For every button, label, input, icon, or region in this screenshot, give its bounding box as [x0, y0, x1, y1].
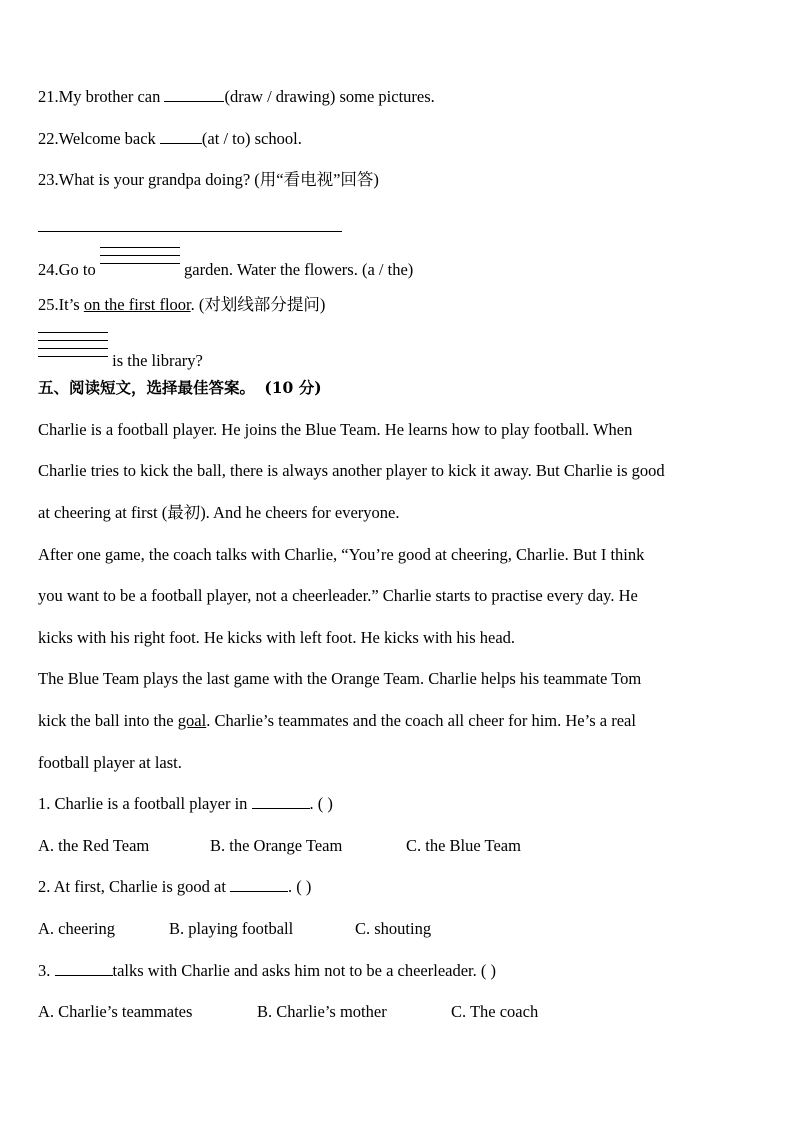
- question-text: Go to: [58, 259, 100, 279]
- passage-line: at cheering at first (最初). And he cheers for everyone.: [38, 503, 400, 522]
- question-text: (draw / drawing) some pictures.: [224, 87, 435, 106]
- passage-line: The Blue Team plays the last game with the Orange Team. Charlie helps his teammate Tom: [38, 669, 642, 688]
- passage-line: you want to be a football player, not a cheerleader.” Charlie starts to practise every day. He: [38, 586, 638, 605]
- question-number: 21.: [38, 87, 59, 106]
- question-25: [38, 295, 325, 315]
- question-text: 3.: [38, 961, 55, 980]
- comprehension-question-1: [38, 794, 333, 814]
- option-b[interactable]: B. Charlie’s mother: [257, 1002, 387, 1021]
- question-text: . ( ): [309, 794, 333, 813]
- answer-blank[interactable]: [252, 794, 310, 809]
- passage-line: [38, 711, 636, 731]
- question-number: 24.: [38, 259, 59, 279]
- question-number: 22.: [38, 129, 59, 148]
- question-number: 25.: [38, 295, 59, 314]
- passage-text: . Charlie’s teammates and the coach all cheer for him. He’s a real: [206, 711, 636, 730]
- option-a[interactable]: A. cheering: [38, 919, 115, 938]
- option-c[interactable]: C. The coach: [451, 1002, 539, 1021]
- question-22: [38, 129, 302, 149]
- option-b[interactable]: B. playing football: [169, 919, 294, 938]
- question-text: 1. Charlie is a football player in: [38, 794, 252, 813]
- question-text: (at / to) school.: [201, 129, 302, 148]
- option-c[interactable]: C. the Blue Team: [406, 836, 521, 855]
- answer-lines[interactable]: [38, 332, 108, 364]
- question-text: 2. At first, Charlie is good at: [38, 877, 231, 896]
- question-21: [38, 87, 435, 107]
- comprehension-question-2: [38, 877, 311, 897]
- question-text: It’s: [58, 295, 84, 314]
- question-number: 23.: [38, 170, 59, 189]
- question-text: My brother can: [58, 87, 165, 106]
- question-text: . (对划线部分提问): [190, 295, 326, 314]
- question-text: What is your grandpa doing? (用“看电视”回答): [58, 170, 379, 189]
- comprehension-question-3: [38, 961, 496, 981]
- question-24: [38, 259, 413, 283]
- answer-blank[interactable]: [230, 877, 288, 892]
- option-a[interactable]: A. Charlie’s teammates: [38, 1002, 193, 1021]
- passage-line: Charlie is a football player. He joins the Blue Team. He learns how to play football. When: [38, 420, 633, 439]
- passage-line: After one game, the coach talks with Charlie, “You’re good at cheering, Charlie. But I think: [38, 545, 645, 564]
- question-23: [38, 170, 379, 190]
- section-score: (10 分): [264, 378, 322, 397]
- passage-line: football player at last.: [38, 753, 182, 772]
- underlined-word: goal: [177, 711, 207, 730]
- answer-line[interactable]: [38, 231, 342, 232]
- question-25-answer: [38, 346, 203, 378]
- question-text: is the library?: [108, 350, 203, 370]
- passage-line: kicks with his right foot. He kicks with left foot. He kicks with his head.: [38, 628, 516, 647]
- question-text: garden. Water the flowers. (a / the): [179, 259, 414, 279]
- passage-line: Charlie tries to kick the ball, there is always another player to kick it away. But Charlie is good: [38, 461, 665, 480]
- question-text: Welcome back: [58, 129, 160, 148]
- answer-blank[interactable]: [160, 129, 202, 144]
- section-title: 五、阅读短文，选择最佳答案。: [38, 378, 256, 397]
- option-b[interactable]: B. the Orange Team: [210, 836, 343, 855]
- answer-blank[interactable]: [164, 87, 224, 102]
- option-c[interactable]: C. shouting: [355, 919, 432, 938]
- underlined-phrase: on the first floor: [83, 295, 191, 314]
- option-a[interactable]: A. the Red Team: [38, 836, 150, 855]
- section-heading: [38, 378, 322, 398]
- answer-lines[interactable]: [100, 247, 180, 271]
- passage-text: kick the ball into the: [38, 711, 178, 730]
- answer-blank[interactable]: [55, 961, 113, 976]
- question-text: . ( ): [288, 877, 312, 896]
- question-text: talks with Charlie and asks him not to be a cheerleader. ( ): [112, 961, 497, 980]
